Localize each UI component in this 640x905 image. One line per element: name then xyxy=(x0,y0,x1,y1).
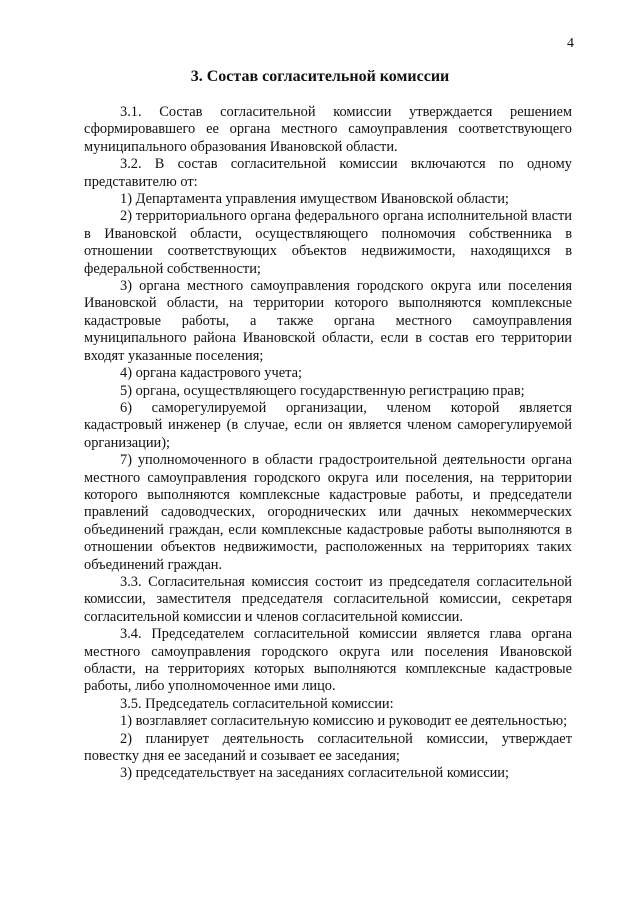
paragraph-3-2: 3.2. В состав согласительной комиссии включаются по одному представителю от: xyxy=(84,156,572,190)
list-item-3-2-1: 1) Департамента управления имуществом Ивановской области; xyxy=(120,191,509,208)
section-title: 3. Состав согласительной комиссии xyxy=(190,68,450,85)
list-item-3-5-3: 3) председательствует на заседаниях согласительной комиссии; xyxy=(120,765,510,782)
list-item-3-2-7: 7) уполномоченного в области градостроительной деятельности органа местного самоуправления городского округа или поселения, на территории которого выполняются комплексные кадастровые работы, и председатели правлений садоводческих, огороднических или дачных некоммерческих объединений граждан, если комплексные кадастровые работы выполняются в отношении объектов недвижимости, расположенных на территориях таких объединений граждан. xyxy=(84,452,572,573)
list-item-3-2-5: 5) органа, осуществляющего государственную регистрацию прав; xyxy=(120,382,525,399)
list-item-3-2-6: 6) саморегулируемой организации, членом которой является кадастровый инженер (в случае, если он является членом саморегулируемой организации); xyxy=(84,399,572,451)
paragraph-3-3: 3.3. Согласительная комиссия состоит из председателя согласительной комиссии, заместителя председателя согласительной комиссии, секретаря согласительной комиссии и членов согласительной комиссии. xyxy=(84,573,572,625)
paragraph-3-5: 3.5. Председатель согласительной комиссии: xyxy=(120,695,394,712)
document-body xyxy=(84,104,572,783)
page-number: 4 xyxy=(567,36,574,51)
list-item-3-2-2: 2) территориального органа федерального органа исполнительной власти в Ивановской области, осуществляющего полномочия собственника в отношении соответствующих объектов недвижимости, находящихся в федеральной собственности; xyxy=(84,208,572,277)
list-item-3-2-4: 4) органа кадастрового учета; xyxy=(120,365,302,382)
list-item-3-2-3: 3) органа местного самоуправления городского округа или поселения Ивановской области, на территории которого выполняются комплексные кадастровые работы, а также органа местного самоуправления муниципального района Ивановской области, если в состав его территории входят указанные поселения; xyxy=(84,278,572,364)
paragraph-3-4: 3.4. Председателем согласительной комиссии является глава органа местного самоуправления городского округа или поселения Ивановской области, на территориях которых выполняются комплексные кадастровые работы, либо уполномоченное ими лицо. xyxy=(84,626,572,695)
list-item-3-5-1: 1) возглавляет согласительную комиссию и руководит ее деятельностью; xyxy=(120,713,568,730)
list-item-3-5-2: 2) планирует деятельность согласительной комиссии, утверждает повестку дня ее заседаний и созывает ее заседания; xyxy=(84,730,572,765)
paragraph-3-1: 3.1. Состав согласительной комиссии утверждается решением сформировавшего ее органа местного самоуправления соответствующего муниципального образования Ивановской области. xyxy=(84,104,572,155)
